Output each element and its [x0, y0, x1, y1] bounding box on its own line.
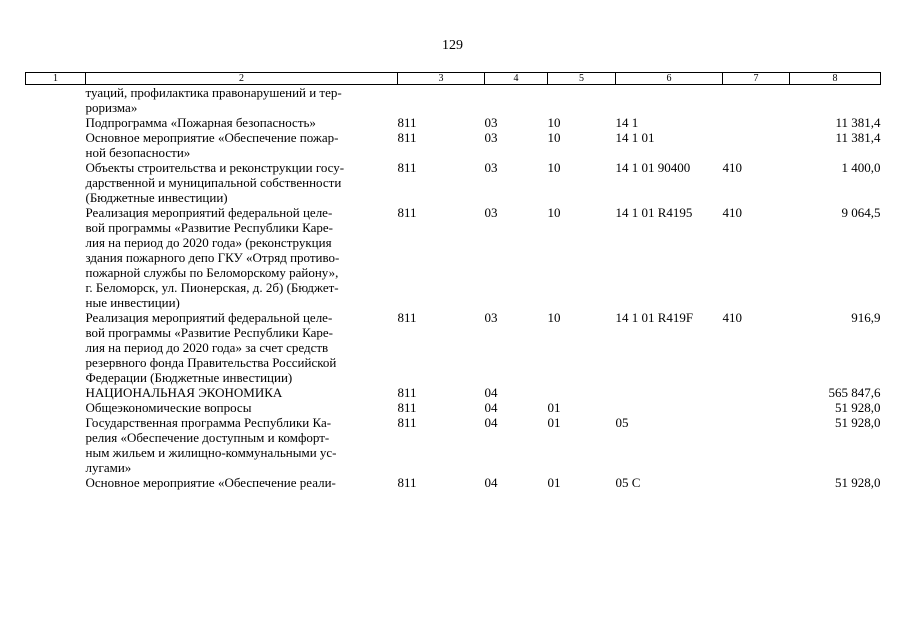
table-row — [26, 385, 881, 400]
column-header-7: 7 — [723, 73, 790, 85]
table-row — [26, 205, 881, 310]
subsection-code — [548, 85, 616, 116]
column-header-5: 5 — [548, 73, 616, 85]
amount-value — [790, 85, 881, 116]
target-article-code — [616, 385, 723, 400]
target-article-code — [616, 400, 723, 415]
page-number: 129 — [442, 38, 463, 53]
section-code: 04 — [484, 415, 498, 430]
expense-type-code: 410 — [722, 205, 742, 220]
subsection-code: 01 — [547, 415, 561, 430]
row-description: Реализация мероприятий федеральной целе- вой программы «Развитие Республики Каре- лия на период до 2020 года» за счет средств резервного фонда Правительства Российской Федерации (Бюджетные инвестиции) — [85, 310, 337, 385]
ministry-code: 811 — [397, 130, 417, 145]
row-description: Объекты строительства и реконструкции госу- дарственной и муниципальной собственности (Бюджетные инвестиции) — [85, 160, 345, 205]
row-number-cell — [26, 475, 86, 490]
ministry-code: 811 — [397, 115, 417, 130]
subsection-code: 10 — [547, 115, 561, 130]
column-header-4: 4 — [485, 73, 548, 85]
row-number-cell — [26, 415, 86, 475]
row-description: Подпрограмма «Пожарная безопасность» — [85, 115, 316, 130]
amount-value: 1 400,0 — [841, 160, 881, 175]
row-number-cell — [26, 205, 86, 310]
row-description: Реализация мероприятий федеральной целе- вой программы «Развитие Республики Каре- лия на период до 2020 года» (реконструкция здания пожарного депо ГКУ «Отряд противо- пожарной службы по Беломорскому району», г. Беломорск, ул. Пионерская, д. 2б) (Бюджет- ные инвестиции) — [85, 205, 340, 310]
section-code: 04 — [484, 400, 498, 415]
row-number-cell — [26, 115, 86, 130]
budget-table — [25, 72, 881, 490]
column-header-3: 3 — [398, 73, 485, 85]
expense-type-code — [723, 85, 790, 116]
target-article-code — [616, 85, 723, 116]
expense-type-code — [723, 115, 790, 130]
row-number-cell — [26, 385, 86, 400]
ministry-code: 811 — [397, 385, 417, 400]
row-description: Государственная программа Республики Ка- релия «Обеспечение доступным и комфорт- ным жильем и жилищно-коммунальными ус- лугами» — [85, 415, 337, 475]
row-description: Основное мероприятие «Обеспечение пожар- ной безопасности» — [85, 130, 339, 160]
subsection-code: 10 — [547, 310, 561, 325]
row-description: Основное мероприятие «Обеспечение реали- — [85, 475, 336, 490]
table-row — [26, 115, 881, 130]
subsection-code: 10 — [547, 160, 561, 175]
table-row — [26, 160, 881, 205]
expense-type-code — [723, 400, 790, 415]
table-row — [26, 130, 881, 160]
ministry-code: 811 — [397, 400, 417, 415]
section-code: 03 — [484, 310, 498, 325]
row-number-cell — [26, 310, 86, 385]
row-number-cell — [26, 400, 86, 415]
target-article-code: 14 1 01 90400 — [615, 160, 691, 175]
column-header-6: 6 — [616, 73, 723, 85]
target-article-code: 14 1 01 — [615, 130, 655, 145]
expense-type-code — [723, 475, 790, 490]
row-number-cell — [26, 130, 86, 160]
section-code: 04 — [484, 385, 498, 400]
budget-table-body — [26, 85, 881, 491]
subsection-code: 10 — [547, 130, 561, 145]
ministry-code: 811 — [397, 475, 417, 490]
table-row — [26, 475, 881, 490]
amount-value: 9 064,5 — [841, 205, 881, 220]
ministry-code: 811 — [397, 415, 417, 430]
subsection-code: 01 — [547, 400, 561, 415]
section-code: 03 — [484, 130, 498, 145]
row-number-cell — [26, 85, 86, 116]
section-code — [485, 85, 548, 116]
amount-value: 565 847,6 — [828, 385, 881, 400]
expense-type-code — [723, 415, 790, 475]
ministry-code: 811 — [397, 205, 417, 220]
amount-value: 51 928,0 — [835, 400, 881, 415]
row-description: НАЦИОНАЛЬНАЯ ЭКОНОМИКА — [85, 385, 283, 400]
expense-type-code: 410 — [722, 160, 742, 175]
ministry-code: 811 — [397, 310, 417, 325]
ministry-code: 811 — [397, 160, 417, 175]
subsection-code: 10 — [547, 205, 561, 220]
target-article-code: 14 1 01 R4195 — [615, 205, 693, 220]
column-header-8: 8 — [790, 73, 881, 85]
expense-type-code — [723, 130, 790, 160]
table-row — [26, 310, 881, 385]
ministry-code — [398, 85, 485, 116]
row-description: Общеэкономические вопросы — [85, 400, 252, 415]
column-header-2: 2 — [86, 73, 398, 85]
amount-value: 51 928,0 — [835, 415, 881, 430]
target-article-code: 14 1 01 R419F — [615, 310, 694, 325]
section-code: 03 — [484, 115, 498, 130]
expense-type-code — [723, 385, 790, 400]
section-code: 03 — [484, 160, 498, 175]
amount-value: 11 381,4 — [835, 115, 881, 130]
table-row — [26, 415, 881, 475]
subsection-code — [548, 385, 616, 400]
amount-value: 11 381,4 — [835, 130, 881, 145]
amount-value: 51 928,0 — [835, 475, 881, 490]
table-row — [26, 85, 881, 116]
target-article-code: 05 — [615, 415, 629, 430]
table-row — [26, 400, 881, 415]
target-article-code: 05 С — [615, 475, 641, 490]
expense-type-code: 410 — [722, 310, 742, 325]
section-code: 04 — [484, 475, 498, 490]
column-number-header-row — [26, 73, 881, 85]
amount-value: 916,9 — [851, 310, 881, 325]
target-article-code: 14 1 — [615, 115, 639, 130]
section-code: 03 — [484, 205, 498, 220]
row-description: туаций, профилактика правонарушений и тер- роризма» — [85, 85, 342, 115]
column-header-1: 1 — [26, 73, 86, 85]
row-number-cell — [26, 160, 86, 205]
subsection-code: 01 — [547, 475, 561, 490]
